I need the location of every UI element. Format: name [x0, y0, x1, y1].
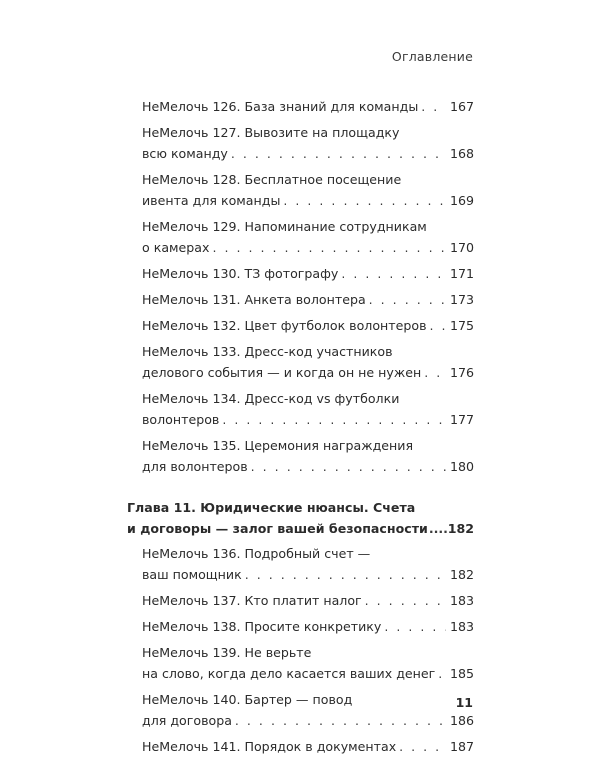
toc-page-number: 183: [449, 593, 474, 608]
toc-entry-title: НеМелочь 136. Подробный счет —: [142, 546, 371, 561]
toc-entry-title-continued: для волонтеров: [142, 459, 248, 474]
toc-entry[interactable]: [127, 642, 474, 684]
dot-leader: [438, 663, 446, 684]
toc-page-number: 175: [449, 318, 474, 333]
toc-chapter-title: Глава 11. Юридические нюансы. Счета: [127, 500, 416, 515]
dot-leader: [424, 362, 446, 383]
dot-leader: [421, 96, 446, 117]
toc-entry[interactable]: [127, 590, 474, 611]
dot-leader: [429, 518, 447, 539]
toc-entry-title-continued: волонтеров: [142, 412, 220, 427]
toc-chapter[interactable]: [127, 497, 474, 539]
toc-page-number: 180: [449, 459, 474, 474]
page-number: 11: [455, 695, 473, 710]
toc-entry-title-continued: на слово, когда дело касается ваших денег: [142, 666, 436, 681]
toc-entry[interactable]: [127, 315, 474, 336]
dot-leader: [283, 190, 446, 211]
dot-leader: [365, 590, 446, 611]
toc-entry-title: НеМелочь 135. Церемония награждения: [142, 438, 414, 453]
toc-entry-title-continued: ваш помощник: [142, 567, 242, 582]
dot-leader: [222, 409, 446, 430]
toc-page-number: 170: [449, 240, 474, 255]
toc-entry-title-continued: делового события — и когда он не нужен: [142, 365, 422, 380]
toc-page-number: 182: [447, 521, 474, 536]
toc-entry[interactable]: [127, 543, 474, 585]
toc-page-number: 171: [449, 266, 474, 281]
toc-page-number: 177: [449, 412, 474, 427]
toc-entry[interactable]: [127, 435, 474, 477]
toc-entry-title: НеМелочь 134. Дресс-код vs футболки: [142, 391, 400, 406]
toc-entry-title: НеМелочь 138. Просите конкретику: [142, 619, 382, 634]
toc-entry-title: НеМелочь 127. Вывозите на площадку: [142, 125, 400, 140]
toc-entry-title-continued: о камерах: [142, 240, 210, 255]
toc-page-number: 182: [449, 567, 474, 582]
toc-entry-title: НеМелочь 128. Бесплатное посещение: [142, 172, 402, 187]
running-head: Оглавление: [391, 49, 473, 64]
toc-page-number: 186: [449, 713, 474, 728]
dot-leader: [251, 456, 446, 477]
toc-page-number: 187: [449, 739, 474, 754]
toc-entry[interactable]: [127, 216, 474, 258]
toc-entry-title: НеМелочь 132. Цвет футболок волонтеров: [142, 318, 427, 333]
toc-page-number: 173: [449, 292, 474, 307]
toc-entry[interactable]: [127, 122, 474, 164]
dot-leader: [384, 616, 446, 637]
toc-page-number: 176: [449, 365, 474, 380]
dot-leader: [369, 289, 446, 310]
toc-entry[interactable]: [127, 689, 474, 731]
dot-leader: [245, 564, 446, 585]
dot-leader: [231, 143, 446, 164]
toc-entry-title: НеМелочь 137. Кто платит налог: [142, 593, 362, 608]
toc-entry-title-continued: для договора: [142, 713, 232, 728]
toc-entry-title: НеМелочь 126. База знаний для команды: [142, 99, 419, 114]
toc-entry[interactable]: [127, 388, 474, 430]
toc-entry[interactable]: [127, 263, 474, 284]
toc-page-number: 169: [449, 193, 474, 208]
toc-entry-title: НеМелочь 129. Напоминание сотрудникам: [142, 219, 427, 234]
dot-leader: [399, 736, 446, 757]
toc-entry[interactable]: [127, 96, 474, 117]
toc-entry[interactable]: [127, 341, 474, 383]
dot-leader: [235, 710, 446, 731]
dot-leader: [430, 315, 446, 336]
toc-entry-title: НеМелочь 140. Бартер — повод: [142, 692, 353, 707]
toc-entry-title: НеМелочь 130. ТЗ фотографу: [142, 266, 339, 281]
table-of-contents: [127, 96, 474, 757]
toc-entry[interactable]: [127, 289, 474, 310]
toc-entry-title: НеМелочь 133. Дресс-код участников: [142, 344, 393, 359]
toc-chapter-title-continued: и договоры — залог вашей безопасности: [127, 521, 428, 536]
toc-entry-title-continued: ивента для команды: [142, 193, 281, 208]
toc-page-number: 185: [449, 666, 474, 681]
toc-page-number: 183: [449, 619, 474, 634]
toc-entry-title-continued: всю команду: [142, 146, 228, 161]
dot-leader: [341, 263, 446, 284]
toc-entry[interactable]: [127, 736, 474, 757]
dot-leader: [212, 237, 446, 258]
toc-entry[interactable]: [127, 169, 474, 211]
toc-entry-title: НеМелочь 141. Порядок в документах: [142, 739, 397, 754]
toc-page-number: 168: [449, 146, 474, 161]
toc-entry[interactable]: [127, 616, 474, 637]
toc-entry-title: НеМелочь 131. Анкета волонтера: [142, 292, 366, 307]
toc-entry-title: НеМелочь 139. Не верьте: [142, 645, 312, 660]
toc-page-number: 167: [449, 99, 474, 114]
